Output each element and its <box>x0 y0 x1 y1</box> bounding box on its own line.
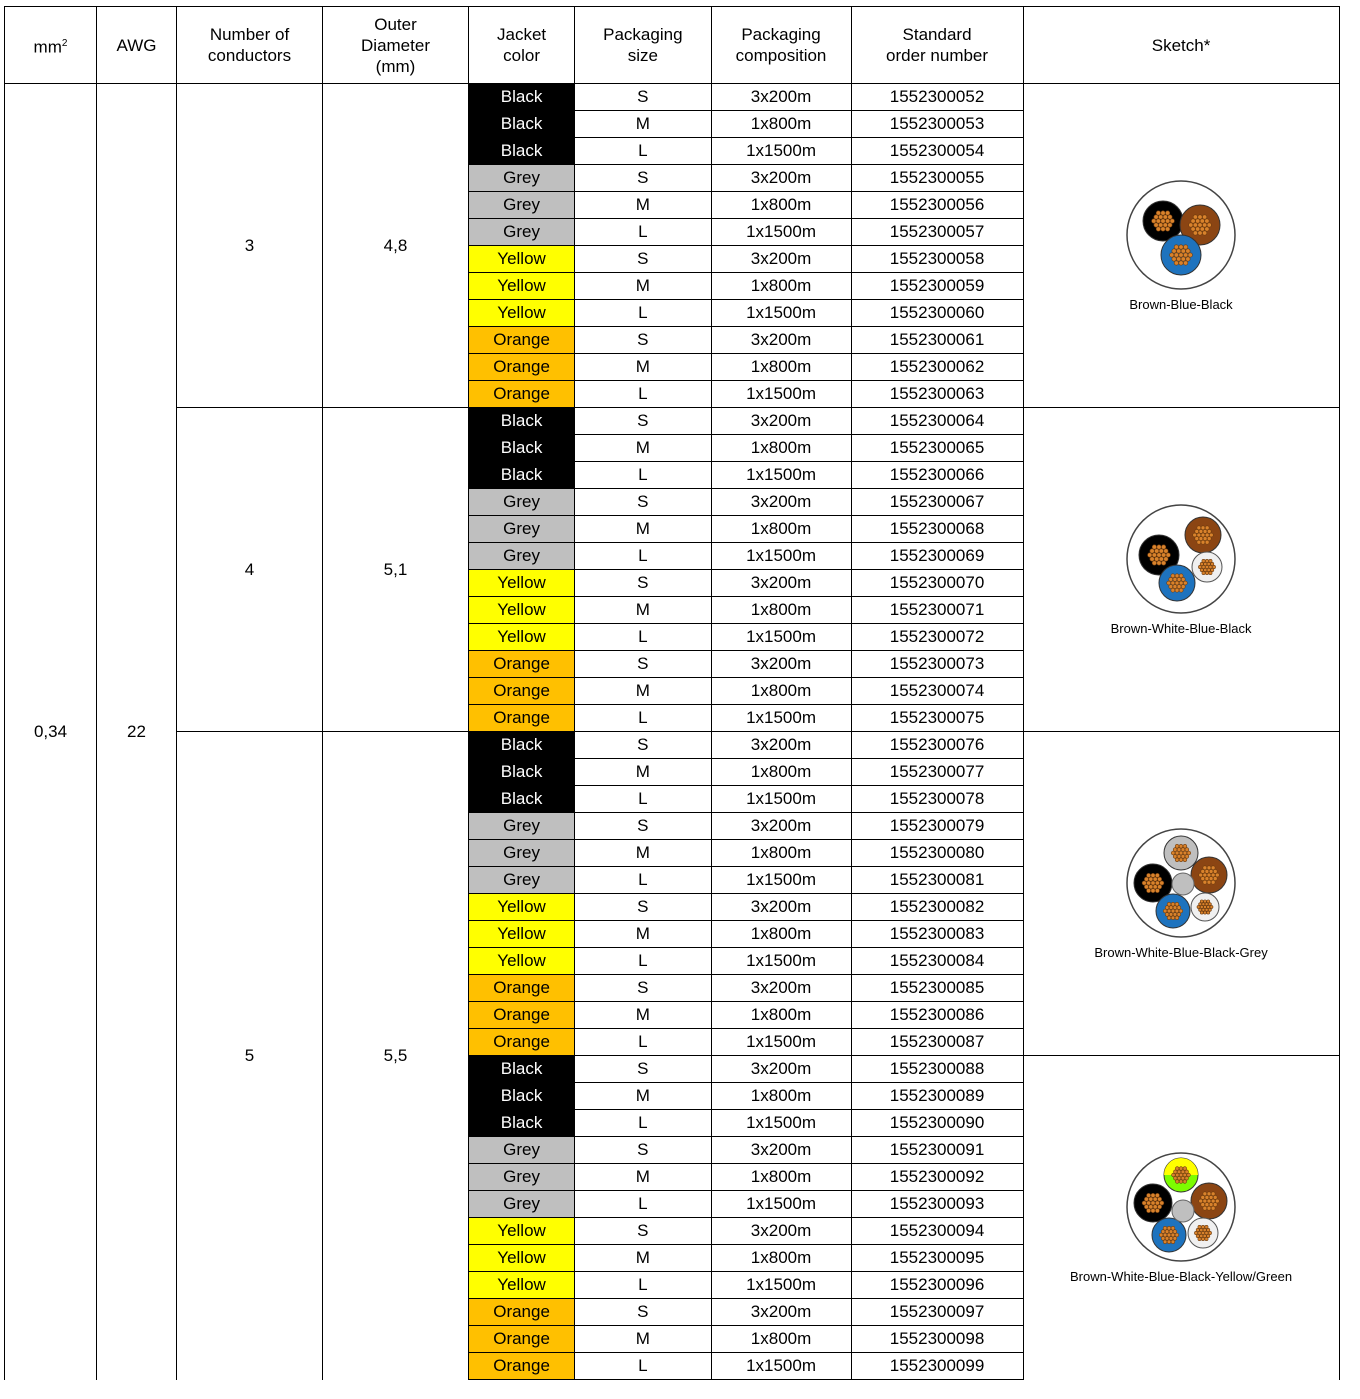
packaging-composition-cell: 1x1500m <box>711 300 851 327</box>
packaging-size-cell: L <box>575 1353 711 1380</box>
jacket-color-cell: Yellow <box>469 1272 575 1299</box>
order-number-cell: 1552300061 <box>851 327 1023 354</box>
jacket-color-cell: Orange <box>469 1002 575 1029</box>
order-number-cell: 1552300094 <box>851 1218 1023 1245</box>
packaging-size-cell: S <box>575 408 711 435</box>
jacket-color-cell: Black <box>469 1083 575 1110</box>
order-number-cell: 1552300052 <box>851 84 1023 111</box>
packaging-composition-cell: 1x1500m <box>711 543 851 570</box>
header-conductors: Number of conductors <box>177 7 323 84</box>
packaging-composition-cell: 3x200m <box>711 894 851 921</box>
jacket-color-cell: Grey <box>469 813 575 840</box>
order-number-cell: 1552300088 <box>851 1056 1023 1083</box>
outer-diameter-cell: 5,1 <box>323 408 469 732</box>
order-number-cell: 1552300057 <box>851 219 1023 246</box>
packaging-composition-cell: 1x1500m <box>711 1191 851 1218</box>
order-number-cell: 1552300090 <box>851 1110 1023 1137</box>
jacket-color-cell: Yellow <box>469 1218 575 1245</box>
packaging-composition-cell: 1x800m <box>711 192 851 219</box>
order-number-cell: 1552300076 <box>851 732 1023 759</box>
packaging-composition-cell: 3x200m <box>711 1137 851 1164</box>
jacket-color-cell: Orange <box>469 1029 575 1056</box>
table-row <box>5 84 1340 111</box>
sketch-label: Brown-White-Blue-Black-Grey <box>1094 944 1268 960</box>
table-body <box>5 84 1340 1380</box>
cross-section-cell: 0,34 <box>5 84 97 1380</box>
cable-5-core-yg-icon <box>1125 1151 1237 1263</box>
packaging-composition-cell: 3x200m <box>711 975 851 1002</box>
product-table-wrapper <box>4 6 1340 1380</box>
packaging-size-cell: L <box>575 1029 711 1056</box>
packaging-composition-cell: 1x800m <box>711 435 851 462</box>
packaging-size-cell: L <box>575 1110 711 1137</box>
order-number-cell: 1552300073 <box>851 651 1023 678</box>
jacket-color-cell: Orange <box>469 1353 575 1380</box>
jacket-color-cell: Yellow <box>469 921 575 948</box>
jacket-color-cell: Yellow <box>469 570 575 597</box>
packaging-size-cell: M <box>575 192 711 219</box>
jacket-color-cell: Black <box>469 1056 575 1083</box>
jacket-color-cell: Yellow <box>469 273 575 300</box>
order-number-cell: 1552300060 <box>851 300 1023 327</box>
jacket-color-cell: Black <box>469 732 575 759</box>
packaging-composition-cell: 1x800m <box>711 1245 851 1272</box>
sketch-label: Brown-White-Blue-Black <box>1110 620 1252 636</box>
order-number-cell: 1552300064 <box>851 408 1023 435</box>
packaging-size-cell: S <box>575 327 711 354</box>
packaging-size-cell: L <box>575 948 711 975</box>
packaging-composition-cell: 3x200m <box>711 246 851 273</box>
packaging-composition-cell: 1x1500m <box>711 867 851 894</box>
packaging-size-cell: S <box>575 246 711 273</box>
packaging-composition-cell: 3x200m <box>711 1299 851 1326</box>
header-sketch: Sketch* <box>1023 7 1339 84</box>
jacket-color-cell: Yellow <box>469 300 575 327</box>
order-number-cell: 1552300086 <box>851 1002 1023 1029</box>
order-number-cell: 1552300072 <box>851 624 1023 651</box>
jacket-color-cell: Orange <box>469 1326 575 1353</box>
packaging-size-cell: L <box>575 300 711 327</box>
packaging-composition-cell: 1x800m <box>711 111 851 138</box>
order-number-cell: 1552300069 <box>851 543 1023 570</box>
packaging-composition-cell: 1x1500m <box>711 1029 851 1056</box>
order-number-cell: 1552300099 <box>851 1353 1023 1380</box>
packaging-composition-cell: 3x200m <box>711 1218 851 1245</box>
order-number-cell: 1552300091 <box>851 1137 1023 1164</box>
packaging-size-cell: L <box>575 786 711 813</box>
jacket-color-cell: Black <box>469 408 575 435</box>
header-mm2-superscript: 2 <box>61 37 68 49</box>
order-number-cell: 1552300058 <box>851 246 1023 273</box>
packaging-size-cell: M <box>575 111 711 138</box>
jacket-color-cell: Black <box>469 435 575 462</box>
packaging-composition-cell: 1x1500m <box>711 219 851 246</box>
order-number-cell: 1552300055 <box>851 165 1023 192</box>
packaging-size-cell: M <box>575 597 711 624</box>
packaging-composition-cell: 3x200m <box>711 1056 851 1083</box>
jacket-color-cell: Black <box>469 1110 575 1137</box>
order-number-cell: 1552300093 <box>851 1191 1023 1218</box>
packaging-size-cell: L <box>575 867 711 894</box>
packaging-size-cell: S <box>575 813 711 840</box>
outer-diameter-cell: 4,8 <box>323 84 469 408</box>
packaging-composition-cell: 1x800m <box>711 597 851 624</box>
jacket-color-cell: Grey <box>469 219 575 246</box>
packaging-composition-cell: 3x200m <box>711 408 851 435</box>
sketch-label: Brown-White-Blue-Black-Yellow/Green <box>1070 1268 1293 1284</box>
packaging-composition-cell: 3x200m <box>711 570 851 597</box>
outer-diameter-cell: 5,5 <box>323 732 469 1380</box>
packaging-size-cell: S <box>575 732 711 759</box>
jacket-color-cell: Orange <box>469 354 575 381</box>
packaging-size-cell: M <box>575 273 711 300</box>
order-number-cell: 1552300065 <box>851 435 1023 462</box>
packaging-composition-cell: 1x1500m <box>711 705 851 732</box>
packaging-composition-cell: 1x1500m <box>711 1272 851 1299</box>
packaging-size-cell: S <box>575 84 711 111</box>
packaging-composition-cell: 1x1500m <box>711 624 851 651</box>
order-number-cell: 1552300085 <box>851 975 1023 1002</box>
order-number-cell: 1552300075 <box>851 705 1023 732</box>
order-number-cell: 1552300078 <box>851 786 1023 813</box>
table-row <box>5 408 1340 435</box>
packaging-composition-cell: 1x800m <box>711 1083 851 1110</box>
order-number-cell: 1552300095 <box>851 1245 1023 1272</box>
order-number-cell: 1552300067 <box>851 489 1023 516</box>
packaging-size-cell: L <box>575 1191 711 1218</box>
packaging-composition-cell: 1x800m <box>711 273 851 300</box>
order-number-cell: 1552300066 <box>851 462 1023 489</box>
jacket-color-cell: Black <box>469 462 575 489</box>
packaging-size-cell: S <box>575 489 711 516</box>
packaging-composition-cell: 3x200m <box>711 489 851 516</box>
conductors-cell: 3 <box>177 84 323 408</box>
jacket-color-cell: Yellow <box>469 624 575 651</box>
jacket-color-cell: Grey <box>469 1191 575 1218</box>
jacket-color-cell: Black <box>469 138 575 165</box>
packaging-size-cell: M <box>575 921 711 948</box>
packaging-composition-cell: 1x1500m <box>711 1110 851 1137</box>
cable-3-core-icon <box>1125 179 1237 291</box>
packaging-composition-cell: 1x1500m <box>711 138 851 165</box>
packaging-size-cell: S <box>575 975 711 1002</box>
jacket-color-cell: Black <box>469 84 575 111</box>
jacket-color-cell: Grey <box>469 867 575 894</box>
packaging-size-cell: S <box>575 894 711 921</box>
jacket-color-cell: Orange <box>469 975 575 1002</box>
packaging-size-cell: M <box>575 1002 711 1029</box>
sketch-container <box>1024 827 1339 961</box>
jacket-color-cell: Yellow <box>469 894 575 921</box>
packaging-composition-cell: 3x200m <box>711 732 851 759</box>
order-number-cell: 1552300074 <box>851 678 1023 705</box>
packaging-size-cell: M <box>575 1245 711 1272</box>
header-awg: AWG <box>97 7 177 84</box>
packaging-size-cell: L <box>575 624 711 651</box>
header-jacket-color: Jacket color <box>469 7 575 84</box>
sketch-cell <box>1023 84 1339 408</box>
packaging-composition-cell: 3x200m <box>711 813 851 840</box>
packaging-composition-cell: 1x1500m <box>711 381 851 408</box>
packaging-composition-cell: 1x800m <box>711 678 851 705</box>
packaging-composition-cell: 1x800m <box>711 921 851 948</box>
order-number-cell: 1552300089 <box>851 1083 1023 1110</box>
order-number-cell: 1552300092 <box>851 1164 1023 1191</box>
order-number-cell: 1552300084 <box>851 948 1023 975</box>
packaging-composition-cell: 1x800m <box>711 1002 851 1029</box>
jacket-color-cell: Black <box>469 111 575 138</box>
conductors-cell: 5 <box>177 732 323 1380</box>
header-row <box>5 7 1340 84</box>
packaging-size-cell: L <box>575 462 711 489</box>
packaging-size-cell: M <box>575 1083 711 1110</box>
jacket-color-cell: Yellow <box>469 597 575 624</box>
sketch-label: Brown-Blue-Black <box>1129 296 1233 312</box>
order-number-cell: 1552300059 <box>851 273 1023 300</box>
jacket-color-cell: Yellow <box>469 1245 575 1272</box>
order-number-cell: 1552300077 <box>851 759 1023 786</box>
order-number-cell: 1552300054 <box>851 138 1023 165</box>
order-number-cell: 1552300082 <box>851 894 1023 921</box>
packaging-composition-cell: 1x800m <box>711 1164 851 1191</box>
order-number-cell: 1552300070 <box>851 570 1023 597</box>
order-number-cell: 1552300068 <box>851 516 1023 543</box>
order-number-cell: 1552300087 <box>851 1029 1023 1056</box>
order-number-cell: 1552300081 <box>851 867 1023 894</box>
header-packaging-size: Packaging size <box>575 7 711 84</box>
packaging-composition-cell: 3x200m <box>711 84 851 111</box>
packaging-size-cell: L <box>575 219 711 246</box>
order-number-cell: 1552300096 <box>851 1272 1023 1299</box>
order-number-cell: 1552300097 <box>851 1299 1023 1326</box>
order-number-cell: 1552300080 <box>851 840 1023 867</box>
awg-cell: 22 <box>97 84 177 1380</box>
jacket-color-cell: Orange <box>469 705 575 732</box>
sketch-cell <box>1023 408 1339 732</box>
header-mm2 <box>5 7 97 84</box>
sketch-cell <box>1023 732 1339 1056</box>
jacket-color-cell: Orange <box>469 678 575 705</box>
jacket-color-cell: Grey <box>469 1164 575 1191</box>
header-order-number: Standard order number <box>851 7 1023 84</box>
packaging-size-cell: S <box>575 1056 711 1083</box>
order-number-cell: 1552300079 <box>851 813 1023 840</box>
jacket-color-cell: Grey <box>469 840 575 867</box>
sketch-cell <box>1023 1056 1339 1380</box>
order-number-cell: 1552300063 <box>851 381 1023 408</box>
jacket-color-cell: Orange <box>469 327 575 354</box>
cable-product-table <box>4 6 1340 1380</box>
jacket-color-cell: Orange <box>469 651 575 678</box>
packaging-composition-cell: 1x800m <box>711 516 851 543</box>
order-number-cell: 1552300083 <box>851 921 1023 948</box>
packaging-size-cell: L <box>575 138 711 165</box>
table-row <box>5 732 1340 759</box>
sketch-container <box>1024 1151 1339 1285</box>
jacket-color-cell: Grey <box>469 192 575 219</box>
packaging-composition-cell: 1x1500m <box>711 462 851 489</box>
packaging-size-cell: S <box>575 570 711 597</box>
cable-5-core-icon <box>1125 827 1237 939</box>
jacket-color-cell: Grey <box>469 489 575 516</box>
jacket-color-cell: Grey <box>469 543 575 570</box>
packaging-composition-cell: 1x1500m <box>711 1353 851 1380</box>
packaging-size-cell: S <box>575 1299 711 1326</box>
packaging-size-cell: M <box>575 354 711 381</box>
packaging-composition-cell: 1x1500m <box>711 948 851 975</box>
jacket-color-cell: Orange <box>469 381 575 408</box>
packaging-composition-cell: 1x1500m <box>711 786 851 813</box>
jacket-color-cell: Grey <box>469 516 575 543</box>
packaging-size-cell: L <box>575 381 711 408</box>
order-number-cell: 1552300098 <box>851 1326 1023 1353</box>
jacket-color-cell: Orange <box>469 1299 575 1326</box>
jacket-color-cell: Black <box>469 759 575 786</box>
order-number-cell: 1552300053 <box>851 111 1023 138</box>
jacket-color-cell: Yellow <box>469 948 575 975</box>
packaging-size-cell: M <box>575 759 711 786</box>
packaging-composition-cell: 3x200m <box>711 165 851 192</box>
packaging-size-cell: M <box>575 1326 711 1353</box>
packaging-size-cell: M <box>575 516 711 543</box>
packaging-composition-cell: 1x800m <box>711 840 851 867</box>
header-mm2-text: mm <box>33 37 62 57</box>
order-number-cell: 1552300056 <box>851 192 1023 219</box>
order-number-cell: 1552300062 <box>851 354 1023 381</box>
packaging-size-cell: M <box>575 1164 711 1191</box>
jacket-color-cell: Grey <box>469 165 575 192</box>
order-number-cell: 1552300071 <box>851 597 1023 624</box>
packaging-size-cell: S <box>575 1218 711 1245</box>
packaging-composition-cell: 1x800m <box>711 759 851 786</box>
jacket-color-cell: Yellow <box>469 246 575 273</box>
packaging-size-cell: S <box>575 165 711 192</box>
packaging-size-cell: L <box>575 705 711 732</box>
packaging-size-cell: M <box>575 678 711 705</box>
sketch-container <box>1024 503 1339 637</box>
jacket-color-cell: Black <box>469 786 575 813</box>
header-outer-diameter: Outer Diameter (mm) <box>323 7 469 84</box>
cable-4-core-icon <box>1125 503 1237 615</box>
packaging-size-cell: S <box>575 651 711 678</box>
packaging-composition-cell: 3x200m <box>711 651 851 678</box>
table-header <box>5 7 1340 84</box>
jacket-color-cell: Grey <box>469 1137 575 1164</box>
packaging-size-cell: S <box>575 1137 711 1164</box>
packaging-size-cell: L <box>575 543 711 570</box>
packaging-composition-cell: 1x800m <box>711 1326 851 1353</box>
header-packaging-composition: Packaging composition <box>711 7 851 84</box>
conductors-cell: 4 <box>177 408 323 732</box>
packaging-size-cell: M <box>575 435 711 462</box>
sketch-container <box>1024 179 1339 313</box>
packaging-composition-cell: 3x200m <box>711 327 851 354</box>
packaging-size-cell: M <box>575 840 711 867</box>
packaging-size-cell: L <box>575 1272 711 1299</box>
packaging-composition-cell: 1x800m <box>711 354 851 381</box>
